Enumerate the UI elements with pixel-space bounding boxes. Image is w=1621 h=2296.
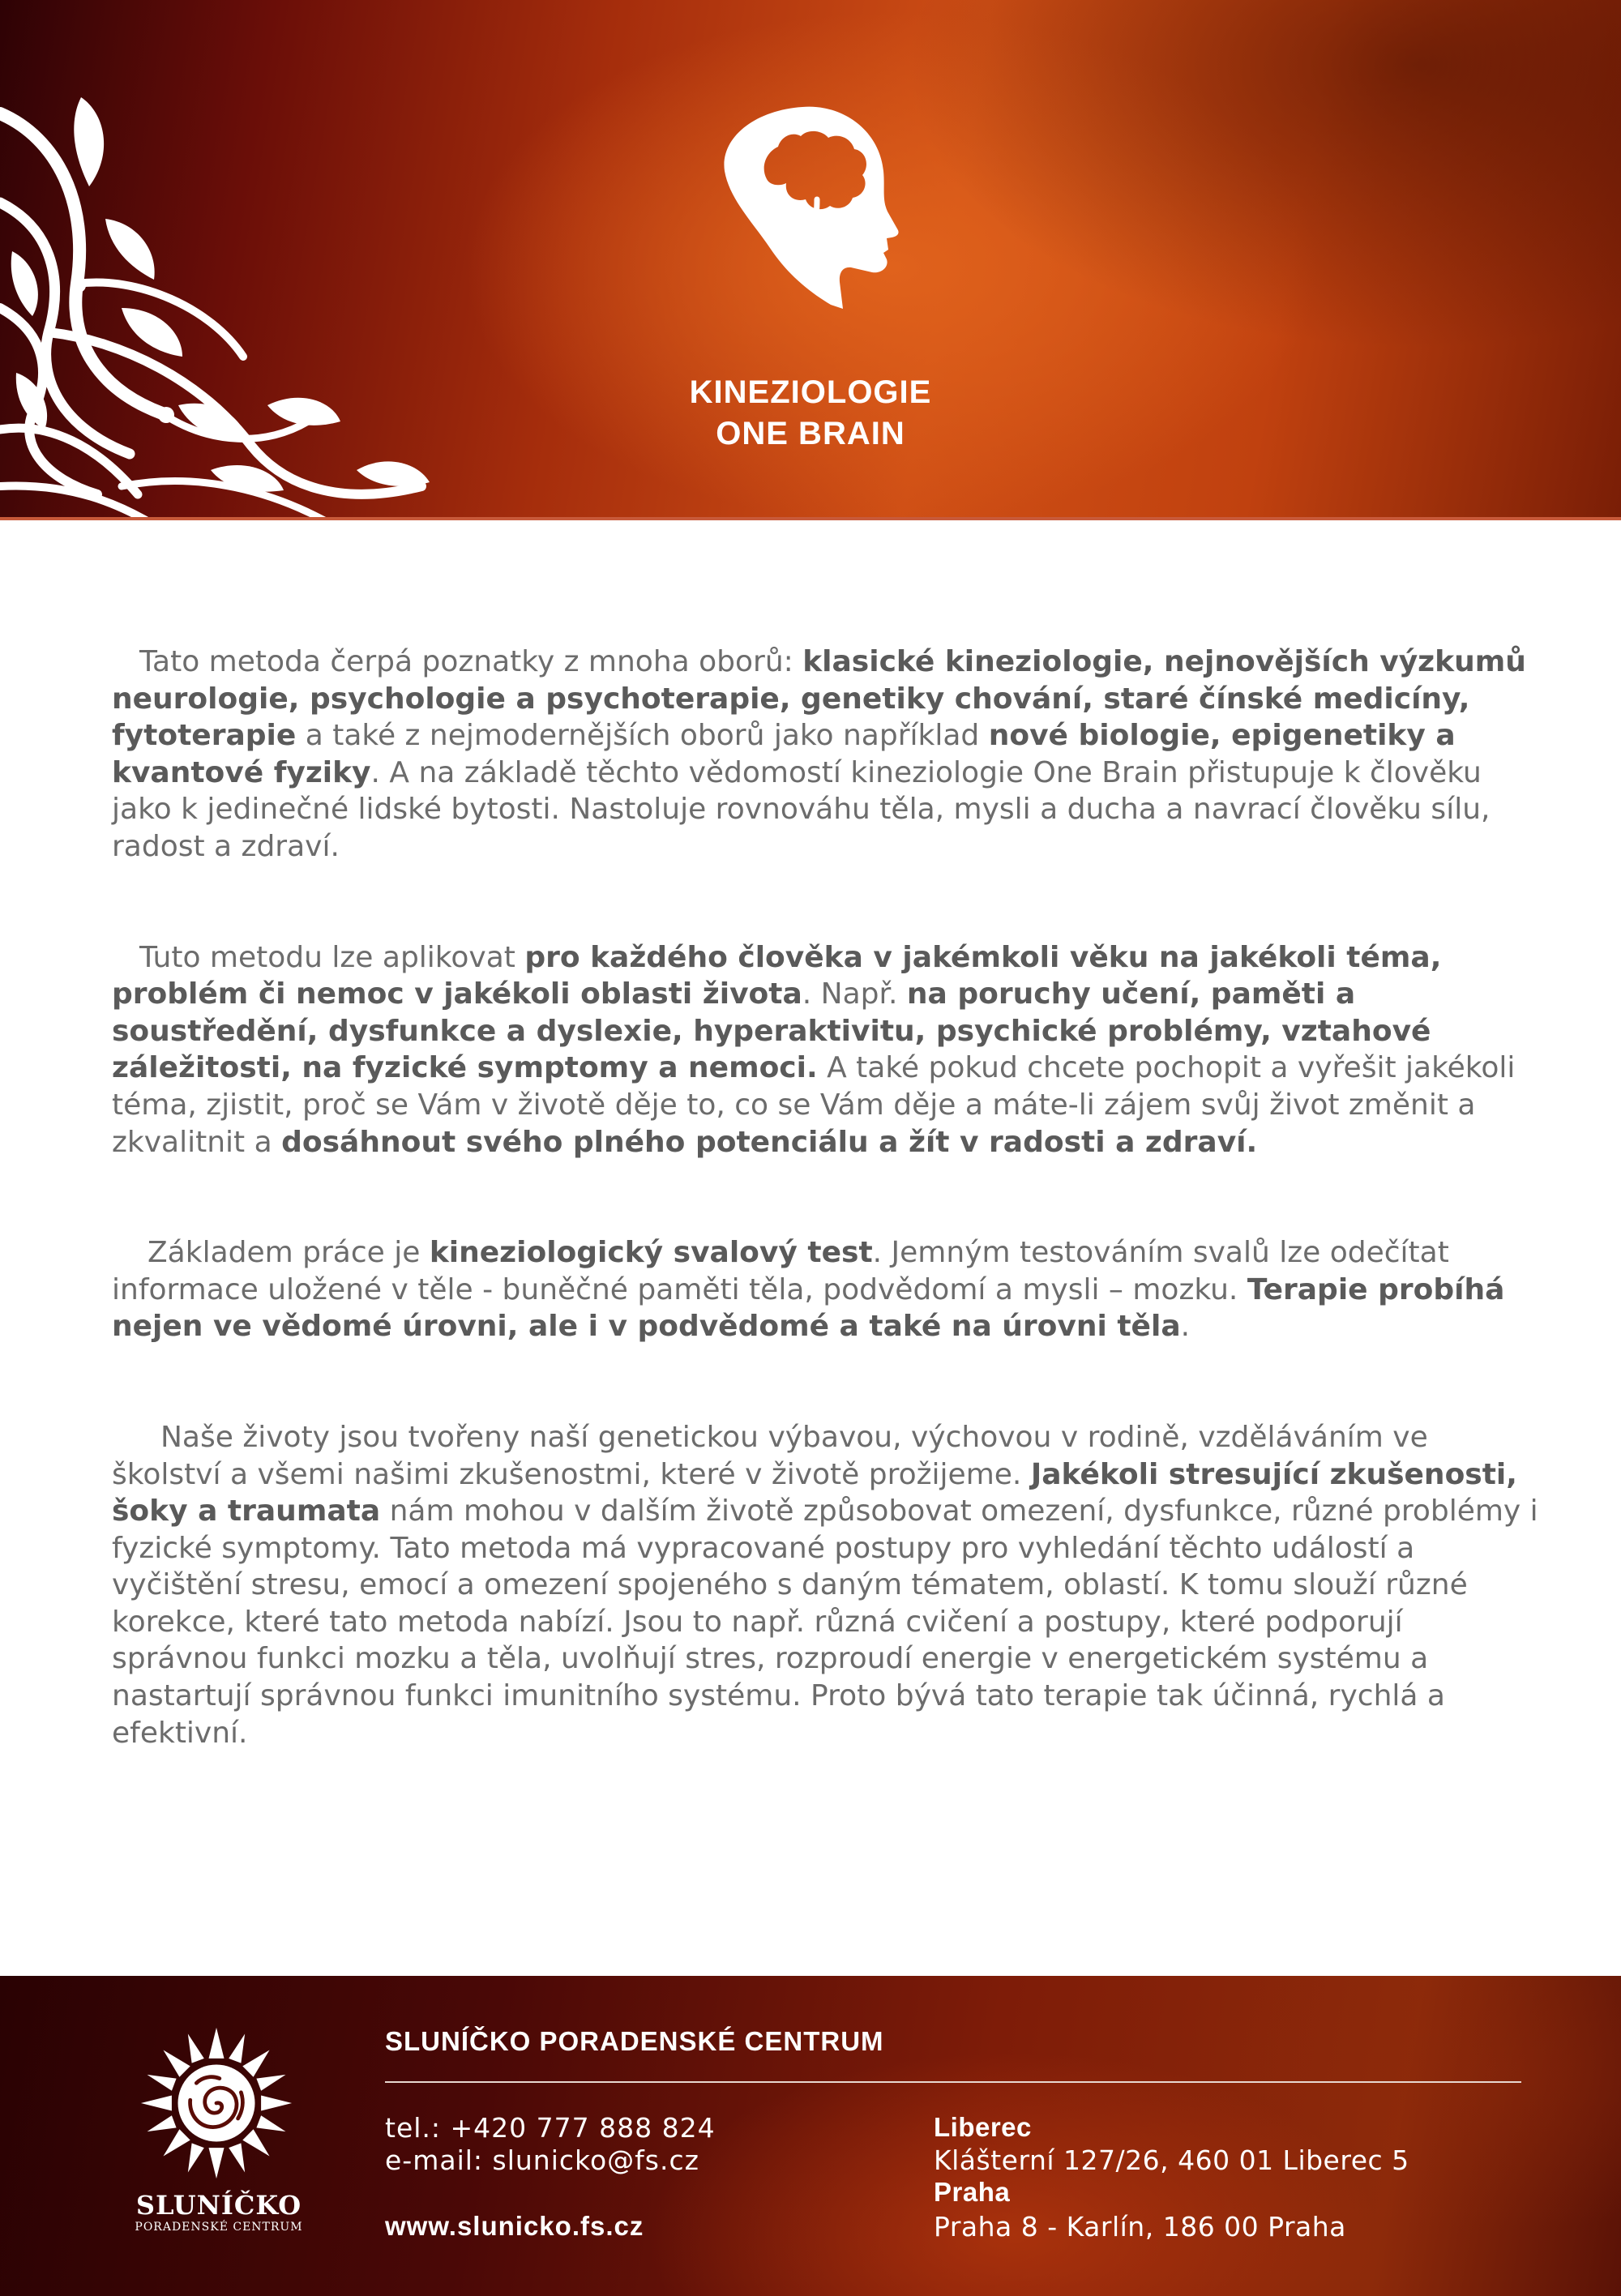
header-banner	[0, 0, 1621, 520]
article-body	[112, 643, 1538, 1825]
footer-divider	[385, 2081, 1521, 2083]
body-text: a také z nejmodernějších oborů jako například	[296, 719, 989, 753]
phone-number[interactable]: tel.: +420 777 888 824	[385, 2112, 716, 2144]
emphasis-text: nové biologie, epigenetiky a kvantové fyziky	[112, 719, 1456, 789]
header-divider	[0, 517, 1621, 520]
body-text: . Jemným testováním svalů lze odečítat informace uložené v těle - buněčné paměti těla, podvědomí a mysli – mozku.	[112, 1236, 1449, 1306]
emphasis-text: Jakékoli stresující zkušenosti, šoky a traumata	[112, 1457, 1517, 1529]
page-title-line2: ONE BRAIN	[716, 416, 905, 451]
emphasis-text: Terapie probíhá nejen ve vědomé úrovni, ale i v podvědomé a také na úrovni těla	[112, 1272, 1505, 1344]
body-text: nám mohou v dalším životě způsobovat omezení, dysfunkce, různé problémy i fyzické symptomy. Tato metoda má vypracované postupy pro vyhledání těchto událostí a vyčištění stresu, emocí a omezení spojeného s daným tématem, oblastí. K tomu slouží různé korekce, které tato metoda nabízí. Jsou to např. různá cvičení a postupy, které podporují správnou funkci mozku a těla, uvolňují stres, rozproudí energie v energetickém systému a nastartují správnou funkci imunitního systému. Proto bývá tato terapie tak účinná, rychlá a efektivní.	[112, 1494, 1538, 1750]
paragraph-2-text	[112, 941, 1515, 1159]
emphasis-text: pro každého člověka v jakémkoli věku na jakékoli téma, problém či nemoc v jakékoli oblasti života	[112, 940, 1442, 1011]
logo-subtitle: PORADENSKÉ CENTRUM	[135, 2221, 303, 2234]
paragraph-2	[112, 939, 1538, 1161]
brain-head-icon	[721, 102, 900, 313]
emphasis-text: klasické kineziologie, nejnovějších výzkumů neurologie, psychologie a psychoterapie, genetiky chování, staré čínské medicíny, fytoterapie	[112, 645, 1526, 753]
branch-liberec-address: Klášterní 127/26, 460 01 Liberec 5	[934, 2144, 1409, 2176]
sun-spiral-icon	[139, 2026, 293, 2180]
body-text: . Např.	[802, 977, 907, 1011]
body-text: Základem práce je	[148, 1236, 430, 1270]
paragraph-3	[112, 1234, 1538, 1345]
paragraph-3-text	[112, 1236, 1504, 1343]
organization-name: SLUNÍČKO PORADENSKÉ CENTRUM	[385, 2026, 884, 2056]
body-text: .	[1180, 1310, 1191, 1344]
website-link[interactable]: www.slunicko.fs.cz	[385, 2211, 644, 2241]
branch-liberec-name: Liberec	[934, 2112, 1032, 2142]
page-title-line1: KINEZIOLOGIE	[689, 374, 932, 410]
paragraph-4-text	[112, 1421, 1538, 1750]
body-text: Tato metoda čerpá poznatky z mnoha oborů:	[139, 645, 803, 678]
body-text: A také pokud chcete pochopit a vyřešit jakékoli téma, zjistit, proč se Vám v životě děje to, co se Vám děje a máte-li zájem svůj život změnit a zkvalitnit a	[112, 1051, 1516, 1159]
logo-name: SLUNÍČKO	[135, 2190, 302, 2221]
emphasis-text: dosáhnout svého plného potenciálu a žít v radosti a zdraví.	[281, 1125, 1258, 1159]
paragraph-4	[112, 1419, 1538, 1751]
body-text: . A na základě těchto vědomostí kineziologie One Brain přistupuje k člověku jako k jedinečné lidské bytosti. Nastoluje rovnováhu těla, mysli a ducha a navrací člověku sílu, radost a zdraví.	[112, 755, 1491, 863]
body-text: Naše životy jsou tvořeny naší genetickou výbavou, výchovou v rodině, vzděláváním ve školství a všemi našimi zkušenostmi, které v životě prožijeme.	[112, 1420, 1428, 1491]
emphasis-text: kineziologický svalový test	[429, 1236, 873, 1270]
paragraph-1	[112, 643, 1538, 866]
emphasis-text: na poruchy učení, paměti a soustředění, dysfunkce a dyslexie, hyperaktivitu, psychické problémy, vztahové záležitosti, na fyzické symptomy a nemoci.	[112, 977, 1431, 1085]
email-address[interactable]: e-mail: slunicko@fs.cz	[385, 2144, 699, 2176]
footer	[0, 1976, 1621, 2296]
body-text: Tuto metodu lze aplikovat	[139, 940, 525, 974]
branch-praha-name: Praha	[934, 2177, 1011, 2207]
branch-praha-address: Praha 8 - Karlín, 186 00 Praha	[934, 2211, 1346, 2243]
paragraph-1-text	[112, 645, 1526, 863]
